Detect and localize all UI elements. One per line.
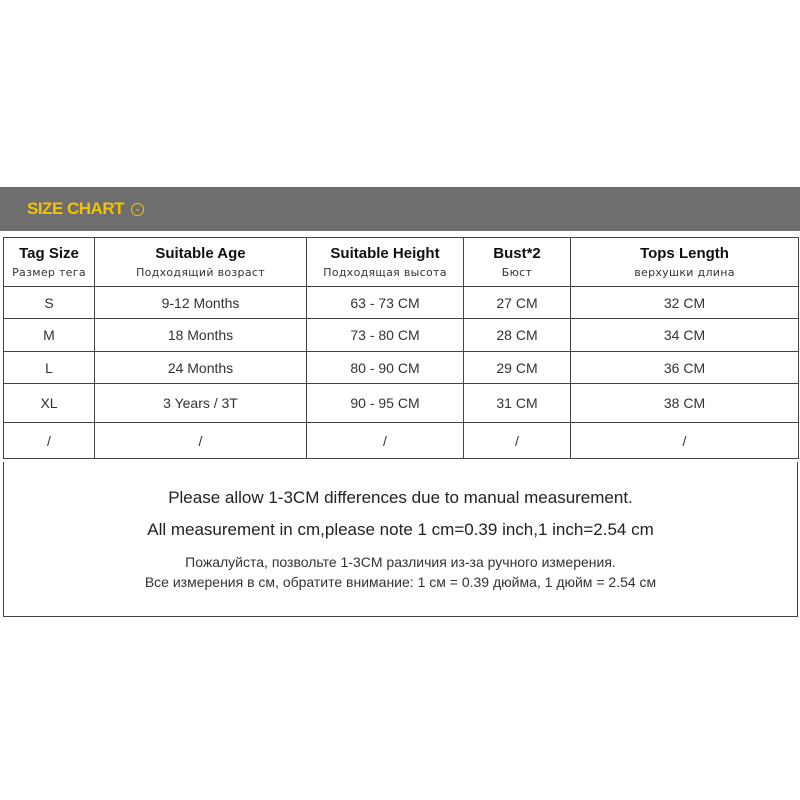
header-bust: Bust*2 Бюст — [464, 238, 571, 287]
banner-title: SIZE CHART — [27, 199, 124, 218]
header-tops-length: Tops Length верхушки длина — [571, 238, 799, 287]
cell-bust: 28 CM — [464, 319, 571, 352]
cell-age: 18 Months — [95, 319, 307, 352]
cell-height: 80 - 90 CM — [307, 352, 464, 384]
cell-age: 9-12 Months — [95, 287, 307, 319]
note-english-line-2: All measurement in cm,please note 1 cm=0.39 inch,1 inch=2.54 cm — [147, 520, 654, 539]
cell-tag-size: L — [4, 352, 95, 384]
cell-tag-size: M — [4, 319, 95, 352]
cell-bust: / — [464, 423, 571, 459]
size-table — [3, 237, 799, 459]
cell-tag-size: S — [4, 287, 95, 319]
cell-height: 73 - 80 CM — [307, 319, 464, 352]
table-header-row — [4, 238, 799, 287]
cell-height: 63 - 73 CM — [307, 287, 464, 319]
header-suitable-age: Suitable Age Подходящий возраст — [95, 238, 307, 287]
note-russian-line-1: Пожалуйста, позвольте 1-3CM различия из-за ручного измерения. — [185, 554, 616, 570]
cell-tops-length: / — [571, 423, 799, 459]
table-row — [4, 287, 799, 319]
cell-height: / — [307, 423, 464, 459]
cell-tag-size: / — [4, 423, 95, 459]
cell-age: 24 Months — [95, 352, 307, 384]
header-tag-size: Tag Size Размер тега — [4, 238, 95, 287]
note-russian-line-2: Все измерения в см, обратите внимание: 1 см = 0.39 дюйма, 1 дюйм = 2.54 см — [144, 574, 657, 590]
cell-tops-length: 34 CM — [571, 319, 799, 352]
cell-tops-length: 36 CM — [571, 352, 799, 384]
cell-bust: 29 CM — [464, 352, 571, 384]
chevron-down-circle-icon: ⌄ — [131, 203, 144, 216]
cell-height: 90 - 95 CM — [307, 384, 464, 423]
cell-tops-length: 32 CM — [571, 287, 799, 319]
table-row — [4, 352, 799, 384]
table-row — [4, 319, 799, 352]
cell-bust: 31 CM — [464, 384, 571, 423]
size-chart-banner — [0, 187, 800, 231]
header-suitable-height: Suitable Height Подходящая высота — [307, 238, 464, 287]
cell-bust: 27 CM — [464, 287, 571, 319]
cell-age: / — [95, 423, 307, 459]
note-english-line-1: Please allow 1-3CM differences due to manual measurement. — [168, 488, 633, 507]
cell-age: 3 Years / 3T — [95, 384, 307, 423]
cell-tag-size: XL — [4, 384, 95, 423]
table-row — [4, 423, 799, 459]
cell-tops-length: 38 CM — [571, 384, 799, 423]
table-row — [4, 384, 799, 423]
measurement-note — [3, 462, 798, 617]
